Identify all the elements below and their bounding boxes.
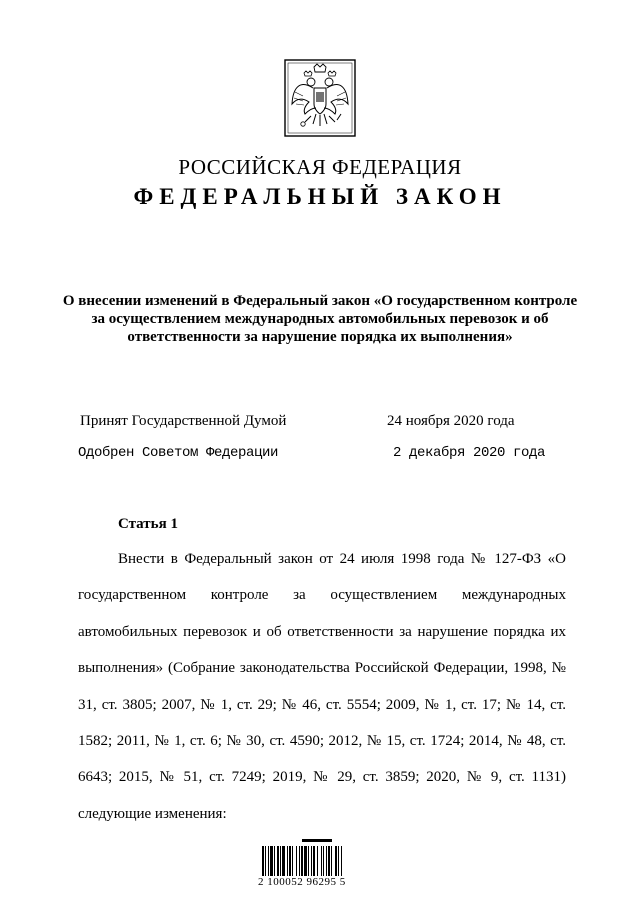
- barcode-bar: [335, 846, 337, 878]
- article-body: [78, 541, 566, 832]
- approved-by-federation-council-label: Одобрен Советом Федерации: [78, 445, 279, 461]
- country-name: РОССИЙСКАЯ ФЕДЕРАЦИЯ: [178, 155, 462, 179]
- adopted-by-duma-date: 24 ноября 2020 года: [387, 413, 515, 429]
- law-type-heading: ФЕДЕРАЛЬНЫЙ ЗАКОН: [133, 184, 507, 209]
- barcode-bar: [313, 846, 315, 878]
- barcode-bar: [277, 846, 279, 878]
- barcode-bar: [287, 846, 288, 878]
- russian-coat-of-arms-icon: [283, 58, 357, 138]
- barcode-bar: [341, 846, 342, 878]
- barcode-bar: [321, 846, 322, 878]
- article-body-text: Внести в Федеральный закон от 24 июля 1998 года № 127-ФЗ «О государственном контроле за осуществлением международных автомобильных перевозок и об ответственности за нарушение порядка их выполнения» (Собрание законодательства Российской Федерации, 1998, № 31, ст. 3805; 2007, № 1, ст. 29; № 46, ст. 5554; 2009, № 1, ст. 17; № 14, ст. 1582; 2011, № 1, ст. 6; № 30, ст. 4590; 2012, № 15, ст. 1724; 2014, № 48, ст. 6643; 2015, № 51, ст. 7249; 2019, № 29, ст. 3859; 2020, № 9, ст. 1131) следующие изменения:: [78, 551, 566, 822]
- barcode-bar: [282, 846, 285, 878]
- barcode-bar: [296, 846, 297, 878]
- adopted-by-duma-label: Принят Государственной Думой: [80, 413, 287, 429]
- barcode-bar: [301, 846, 303, 878]
- barcode-bar: [292, 846, 293, 878]
- barcode-bar: [304, 846, 307, 878]
- barcode-bar: [270, 846, 273, 878]
- barcode-top-mark: [302, 839, 332, 842]
- barcode-bar: [338, 846, 339, 878]
- barcode-bar: [331, 846, 332, 878]
- barcode-bar: [274, 846, 275, 878]
- article-heading: Статья 1: [118, 516, 178, 532]
- barcode-bar: [326, 846, 327, 878]
- barcode-bar: [262, 846, 264, 878]
- barcode-bar: [268, 846, 269, 878]
- barcode-bar: [299, 846, 300, 878]
- barcode-bar: [280, 846, 281, 878]
- law-title: О внесении изменений в Федеральный закон «О государственном контроле за осуществлением международных автомобильных перевозок и об ответственности за нарушение порядка их выполнения»: [62, 293, 578, 345]
- barcode-bar: [311, 846, 312, 878]
- barcode-bar: [289, 846, 291, 878]
- approved-by-federation-council-date: 2 декабря 2020 года: [393, 445, 546, 461]
- barcode-bar: [323, 846, 324, 878]
- barcode-bar: [328, 846, 330, 878]
- barcode-bar: [317, 846, 318, 878]
- barcode-bar: [308, 846, 309, 878]
- barcode-number: 2 100052 96295 5: [258, 876, 346, 888]
- barcode-bar: [265, 846, 266, 878]
